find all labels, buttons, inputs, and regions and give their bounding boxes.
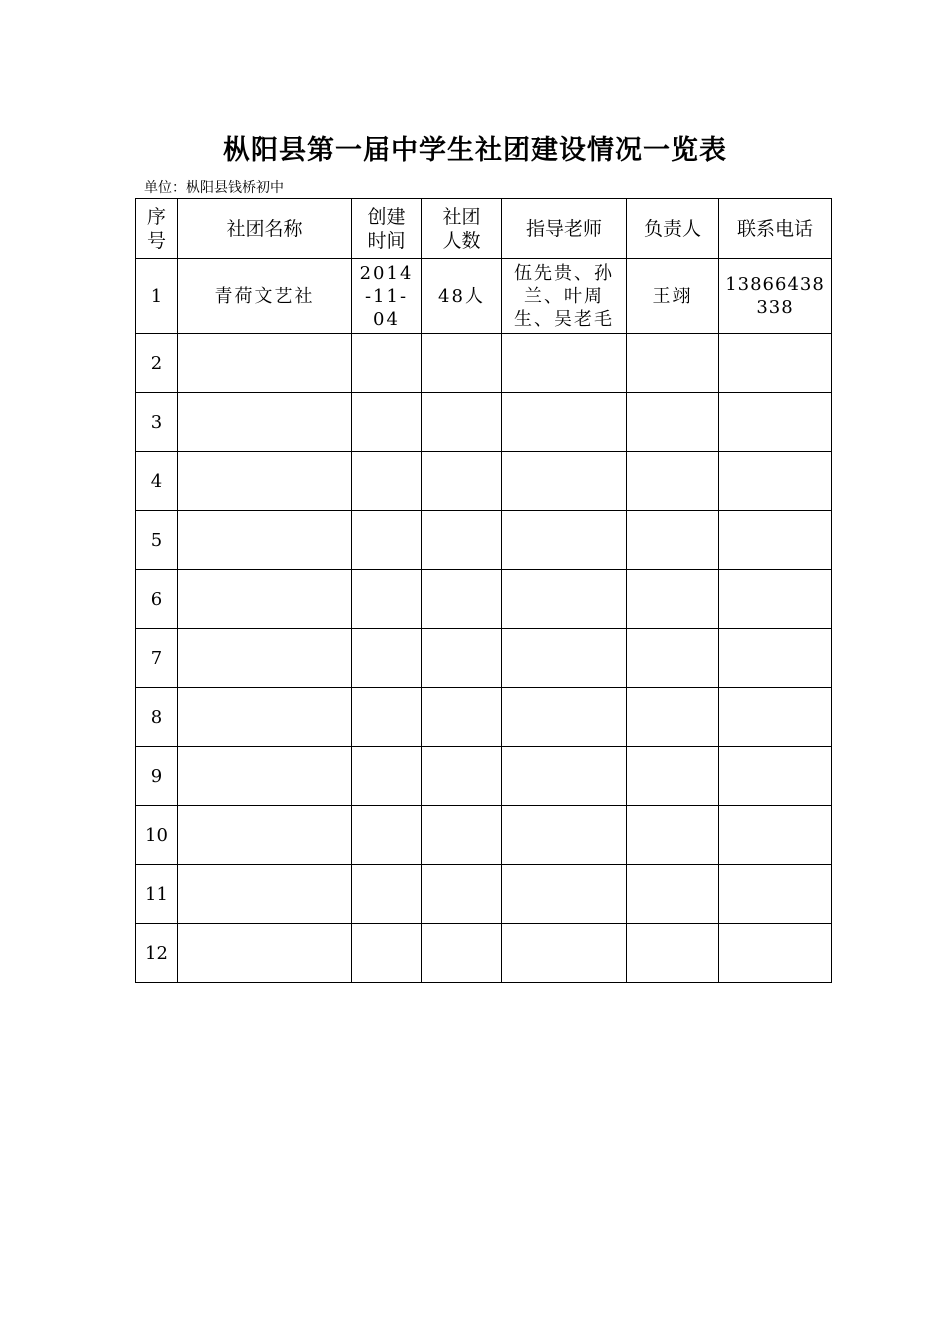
header-leader: 负责人: [627, 199, 719, 259]
page-title: 枞阳县第一届中学生社团建设情况一览表: [223, 135, 727, 166]
cell-members: [422, 688, 502, 747]
cell-phone: [719, 629, 832, 688]
cell-teachers: [502, 629, 627, 688]
cell-club-name: [178, 629, 352, 688]
cell-created: [352, 865, 422, 924]
header-club-name: 社团名称: [178, 199, 352, 259]
cell-created: [352, 511, 422, 570]
cell-created: [352, 334, 422, 393]
cell-seq: 10: [136, 806, 178, 865]
cell-members: [422, 393, 502, 452]
cell-seq: 8: [136, 688, 178, 747]
cell-seq: 7: [136, 629, 178, 688]
cell-teachers: 伍先贵、孙 兰、叶周 生、吴老毛: [502, 259, 627, 334]
cell-phone: [719, 452, 832, 511]
table-row: [136, 806, 832, 865]
cell-phone: [719, 865, 832, 924]
cell-members: [422, 511, 502, 570]
cell-seq: 9: [136, 747, 178, 806]
table-row: [136, 865, 832, 924]
cell-phone: [719, 806, 832, 865]
cell-phone: [719, 924, 832, 983]
cell-created: [352, 747, 422, 806]
cell-phone: [719, 393, 832, 452]
header-created: 创建 时间: [352, 199, 422, 259]
cell-teachers: [502, 511, 627, 570]
cell-created: [352, 452, 422, 511]
cell-phone: [719, 688, 832, 747]
cell-teachers: [502, 570, 627, 629]
header-row: [136, 199, 832, 259]
cell-phone: [719, 334, 832, 393]
cell-club-name: 青荷文艺社: [178, 259, 352, 334]
cell-created: 2014 -11- 04: [352, 259, 422, 334]
cell-members: [422, 747, 502, 806]
cell-club-name: [178, 570, 352, 629]
cell-leader: [627, 393, 719, 452]
cell-teachers: [502, 334, 627, 393]
cell-club-name: [178, 511, 352, 570]
cell-teachers: [502, 806, 627, 865]
cell-members: [422, 629, 502, 688]
table-row: [136, 334, 832, 393]
cell-created: [352, 806, 422, 865]
unit-label: 单位：枞阳县钱桥初中: [144, 180, 284, 196]
cell-seq: 2: [136, 334, 178, 393]
cell-seq: 1: [136, 259, 178, 334]
cell-created: [352, 924, 422, 983]
cell-leader: [627, 747, 719, 806]
cell-leader: [627, 806, 719, 865]
cell-teachers: [502, 688, 627, 747]
cell-phone: [719, 511, 832, 570]
cell-phone: [719, 747, 832, 806]
cell-teachers: [502, 452, 627, 511]
cell-teachers: [502, 747, 627, 806]
club-table: [135, 198, 832, 983]
cell-created: [352, 570, 422, 629]
cell-leader: [627, 865, 719, 924]
table-row: [136, 747, 832, 806]
cell-leader: [627, 688, 719, 747]
header-members: 社团 人数: [422, 199, 502, 259]
cell-created: [352, 629, 422, 688]
header-phone: 联系电话: [719, 199, 832, 259]
cell-phone: [719, 570, 832, 629]
cell-seq: 12: [136, 924, 178, 983]
cell-seq: 5: [136, 511, 178, 570]
table-row: [136, 924, 832, 983]
cell-leader: [627, 570, 719, 629]
cell-members: [422, 452, 502, 511]
cell-club-name: [178, 924, 352, 983]
cell-club-name: [178, 806, 352, 865]
cell-seq: 6: [136, 570, 178, 629]
table-row: [136, 393, 832, 452]
table-row: [136, 452, 832, 511]
cell-members: [422, 865, 502, 924]
cell-teachers: [502, 865, 627, 924]
cell-club-name: [178, 452, 352, 511]
cell-leader: [627, 511, 719, 570]
cell-leader: [627, 924, 719, 983]
cell-seq: 4: [136, 452, 178, 511]
cell-club-name: [178, 688, 352, 747]
cell-seq: 3: [136, 393, 178, 452]
table-row: [136, 629, 832, 688]
cell-leader: [627, 629, 719, 688]
header-seq: 序 号: [136, 199, 178, 259]
cell-phone: 13866438 338: [719, 259, 832, 334]
cell-teachers: [502, 924, 627, 983]
cell-club-name: [178, 393, 352, 452]
table-row: [136, 259, 832, 334]
cell-seq: 11: [136, 865, 178, 924]
cell-club-name: [178, 747, 352, 806]
cell-members: [422, 334, 502, 393]
cell-members: [422, 570, 502, 629]
cell-created: [352, 393, 422, 452]
cell-club-name: [178, 865, 352, 924]
cell-leader: 王翊: [627, 259, 719, 334]
cell-members: [422, 806, 502, 865]
cell-teachers: [502, 393, 627, 452]
cell-leader: [627, 452, 719, 511]
table-row: [136, 570, 832, 629]
cell-created: [352, 688, 422, 747]
table-row: [136, 511, 832, 570]
cell-members: 48人: [422, 259, 502, 334]
cell-leader: [627, 334, 719, 393]
cell-club-name: [178, 334, 352, 393]
table-row: [136, 688, 832, 747]
cell-members: [422, 924, 502, 983]
header-teachers: 指导老师: [502, 199, 627, 259]
